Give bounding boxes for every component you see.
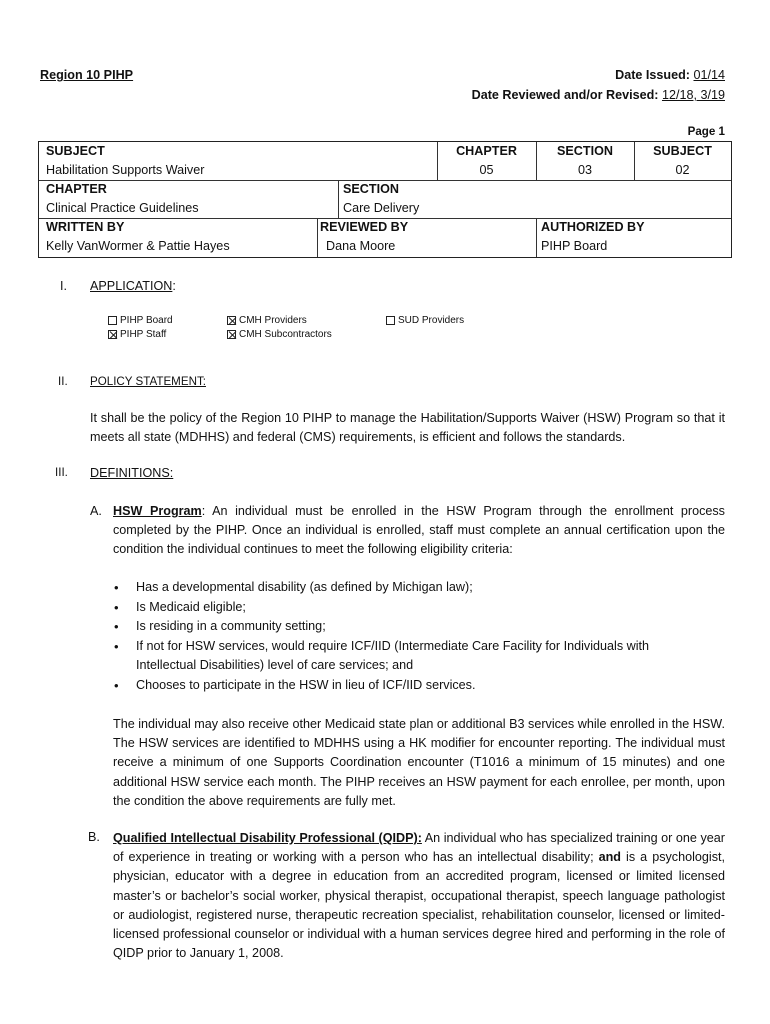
list-item: • Is residing in a community setting; bbox=[112, 617, 712, 637]
section-label: SECTION bbox=[343, 182, 399, 196]
definition-b-paragraph bbox=[113, 829, 725, 963]
definition-b-text-1: An individual who has specialized training or one year of experience in treating or working with a person who has an intellectual disability; bbox=[113, 831, 726, 865]
policy-statement-title: POLICY STATEMENT: bbox=[90, 375, 206, 388]
section-number-policy: II. bbox=[58, 375, 68, 388]
subject-label: SUBJECT bbox=[46, 144, 105, 158]
date-issued-value: 01/14 bbox=[693, 68, 725, 82]
chapter-number-label: CHAPTER bbox=[456, 144, 517, 158]
definition-b-and: and bbox=[598, 850, 621, 865]
list-item: • Chooses to participate in the HSW in lieu of ICF/IID services. bbox=[112, 676, 712, 696]
checkbox-label: PIHP Board bbox=[120, 315, 173, 326]
definition-a-text: : An individual must be enrolled in the HSW Program through the enrollment process completed by the PIHP. Once an individual is enrolled, staff must complete an annual certification upon the condition the individual continues to meet the following eligibility criteria: bbox=[113, 504, 725, 557]
definition-b-term: Qualified Intellectual Disability Professional (QIDP): bbox=[113, 831, 422, 845]
application-colon: : bbox=[172, 279, 176, 293]
list-item: • Is Medicaid eligible; bbox=[112, 598, 712, 618]
date-reviewed-value: 12/18, 3/19 bbox=[661, 88, 725, 102]
written-by-label: WRITTEN BY bbox=[46, 220, 125, 234]
checkbox-box[interactable] bbox=[227, 316, 236, 325]
chapter-label: CHAPTER bbox=[46, 182, 107, 196]
section-number-cell bbox=[536, 142, 634, 180]
table-col-divider bbox=[536, 218, 537, 257]
checkbox-sud-providers[interactable] bbox=[386, 314, 464, 327]
subject-number-cell bbox=[634, 142, 731, 180]
list-item: • Has a developmental disability (as defined by Michigan law); bbox=[112, 578, 712, 598]
reviewed-by-cell bbox=[320, 218, 408, 256]
chapter-number-cell bbox=[437, 142, 536, 180]
authorized-by-label: AUTHORIZED BY bbox=[541, 220, 645, 234]
reviewed-by-value: Dana Moore bbox=[326, 239, 396, 253]
list-item: • If not for HSW services, would require ICF/IID (Intermediate Care Facility for Individuals with Intellectual Disabilities) level of care services; and bbox=[112, 637, 712, 676]
policy-info-table bbox=[38, 141, 732, 258]
application-title: APPLICATION bbox=[90, 279, 173, 293]
written-by-value: Kelly VanWormer & Pattie Hayes bbox=[46, 239, 230, 253]
checkbox-label: CMH Subcontractors bbox=[239, 329, 332, 340]
checkbox-label: SUD Providers bbox=[398, 315, 465, 326]
chapter-cell bbox=[46, 180, 199, 218]
checkbox-box[interactable] bbox=[108, 316, 117, 325]
reviewed-by-label: REVIEWED BY bbox=[320, 220, 409, 234]
checkbox-box[interactable] bbox=[386, 316, 395, 325]
chapter-number-value: 05 bbox=[479, 163, 494, 177]
checkbox-pihp-board[interactable] bbox=[108, 314, 173, 327]
page-number: Page 1 bbox=[687, 125, 725, 138]
definition-a-paragraph bbox=[113, 502, 725, 560]
organization-name: Region 10 PIHP bbox=[40, 68, 134, 82]
application-heading bbox=[90, 279, 176, 293]
checkbox-box[interactable] bbox=[108, 330, 117, 339]
checkbox-pihp-staff[interactable] bbox=[108, 328, 166, 341]
subject-number-value: 02 bbox=[675, 163, 690, 177]
date-issued bbox=[615, 68, 725, 83]
definition-a-followup: The individual may also receive other Medicaid state plan or additional B3 services while enrolled in the HSW. The HSW services are identified to MDHHS using a HK modifier for encounter reporting. The individual must receive a minimum of one Supports Coordination encounter (T1016 a minimum of 15 minutes) and one additional HSW service each month. The PIHP receives an HSW payment for each enrollee, per month, upon the condition the above requirements are fully met. bbox=[113, 717, 725, 808]
date-issued-label: Date Issued: bbox=[615, 68, 690, 82]
section-number-value: 03 bbox=[577, 163, 592, 177]
policy-statement-text: It shall be the policy of the Region 10 PIHP to manage the Habilitation/Supports Waiver (HSW) Program so that it meets all state (MDHHS) and federal (CMS) requirements, is efficient and follows the standards. bbox=[90, 411, 725, 445]
eligibility-criteria-list bbox=[112, 578, 712, 696]
checkbox-cmh-subcontractors[interactable] bbox=[227, 328, 332, 341]
checkbox-box[interactable] bbox=[227, 330, 236, 339]
date-reviewed-label: Date Reviewed and/or Revised: bbox=[471, 88, 659, 102]
definitions-title: DEFINITIONS: bbox=[90, 466, 174, 480]
table-col-divider bbox=[338, 180, 339, 218]
definition-a-term: HSW Program bbox=[113, 504, 202, 518]
checkbox-label: CMH Providers bbox=[239, 315, 307, 326]
chapter-value: Clinical Practice Guidelines bbox=[46, 201, 199, 215]
checkbox-cmh-providers[interactable] bbox=[227, 314, 307, 327]
subject-number-label: SUBJECT bbox=[653, 144, 712, 158]
table-col-divider bbox=[317, 218, 318, 257]
definition-b-text-2: is a psychologist, physician, educator with a degree in education from an accredited program, licensed or limited licensed master’s or bachelor’s social worker, physical therapist, occupational therapist, speech language pathologist or audiologist, registered nurse, therapeutic recreation specialist, rehabilitation counselor, licensed or limited-licensed professional counselor or individual with a human services degree hired and performing in the role of QIDP prior to January 1, 2008. bbox=[113, 850, 725, 961]
section-value: Care Delivery bbox=[343, 201, 420, 215]
definition-a-letter: A. bbox=[90, 504, 102, 518]
written-by-cell bbox=[46, 218, 230, 256]
authorized-by-value: PIHP Board bbox=[541, 239, 608, 253]
subject-cell bbox=[46, 142, 204, 180]
section-number-label: SECTION bbox=[557, 144, 613, 158]
date-reviewed bbox=[472, 88, 725, 103]
authorized-by-cell bbox=[541, 218, 645, 256]
section-number-application: I. bbox=[60, 279, 67, 293]
section-cell bbox=[343, 180, 419, 218]
definition-b-letter: B. bbox=[88, 830, 100, 844]
section-number-definitions: III. bbox=[55, 466, 68, 479]
checkbox-label: PIHP Staff bbox=[120, 329, 167, 340]
subject-value: Habilitation Supports Waiver bbox=[46, 163, 205, 177]
